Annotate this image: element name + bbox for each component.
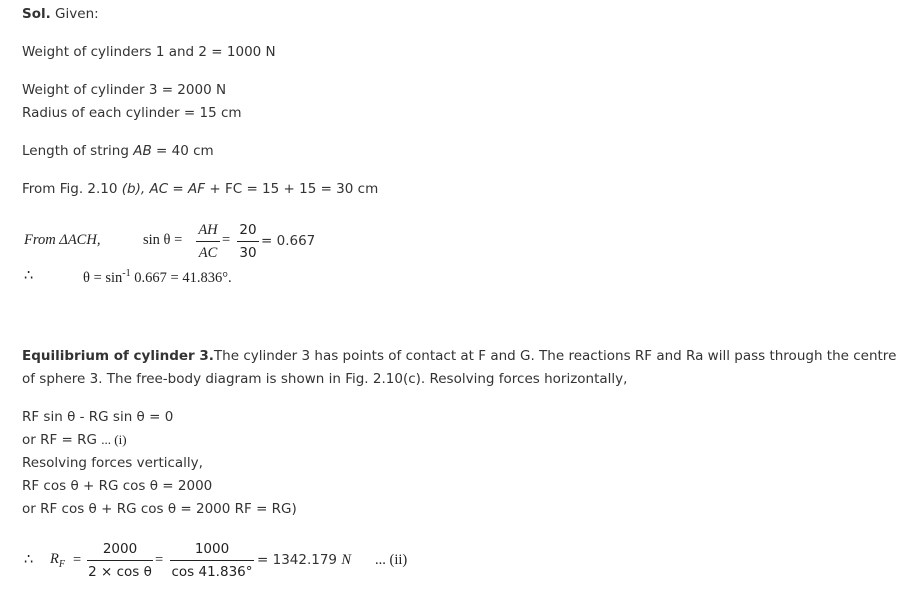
denominator-30: 30 (239, 245, 257, 261)
fraction-1000-cos (170, 539, 254, 582)
rf-equals-rg (22, 432, 127, 448)
therefore-symbol-2: ∴ (24, 552, 34, 568)
equals-sign: = (222, 232, 231, 248)
numerator-1000: 1000 (194, 541, 230, 557)
horizontal-force-equation: RF sin θ - RG sin θ = 0 (22, 409, 174, 425)
ac-fig-b: (b), AC (121, 181, 169, 197)
fraction-20-30 (237, 220, 259, 263)
denominator-2cos: 2 × cos θ (88, 564, 152, 580)
sol-label: Sol. (22, 6, 51, 22)
given-weight-cylinder-3: Weight of cylinder 3 = 2000 N (22, 82, 227, 98)
rf-equals: = (73, 552, 82, 568)
denominator-cos: cos 41.836° (171, 564, 253, 580)
rf-subscript: F (58, 558, 65, 570)
equation-tag-i: ... (i) (101, 432, 127, 447)
ac-result: + FC = 15 + 15 = 30 cm (205, 181, 379, 197)
given-string-length (22, 143, 214, 159)
string-length-prefix: Length of string (22, 143, 134, 159)
rf-unit: N (341, 552, 351, 568)
equilibrium-paragraph (22, 345, 912, 391)
numerator-20: 20 (239, 222, 257, 238)
theta-value (83, 268, 232, 287)
vertical-force-equation-2: or RF cos θ + RG cos θ = 2000 RF = RG) (22, 501, 297, 517)
vertical-force-equation: RF cos θ + RG cos θ = 2000 (22, 478, 213, 494)
rf-result (257, 552, 351, 569)
sine-result: = 0.667 (261, 233, 316, 249)
rf-lhs (50, 551, 65, 570)
equilibrium-heading: Equilibrium of cylinder 3. (22, 348, 214, 364)
string-ab-label: AB (133, 143, 152, 159)
fraction-bar (87, 560, 153, 561)
rf-rg-text: or RF = RG (22, 432, 102, 448)
given-weight-cylinders-1-2: Weight of cylinders 1 and 2 = 1000 N (22, 44, 276, 60)
therefore-symbol: ∴ (24, 268, 34, 284)
sol-given-text: Given: (50, 6, 99, 22)
from-triangle-label: From ΔACH, (24, 232, 101, 248)
fraction-ah-ac (196, 220, 220, 263)
equilibrium-body: The cylinder 3 has points of contact at F and G. The reactions RF and Ra will pass through the centre of sphere 3. The free-body diagram is shown in Fig. 2.10(c). Resolving forces horizontally, (22, 348, 897, 387)
theta-result: 0.667 = 41.836°. (130, 269, 232, 286)
inverse-superscript: -1 (122, 268, 131, 279)
solution-heading (22, 6, 99, 22)
resolving-vertically: Resolving forces vertically, (22, 455, 203, 471)
fraction-bar (170, 560, 254, 561)
ac-fig-ref: From Fig. 2.10 (22, 181, 122, 197)
equation-tag-ii (375, 552, 407, 569)
ac-derivation (22, 181, 378, 197)
theta-sin: θ = sin (83, 269, 123, 286)
denominator-ac: AC (198, 245, 218, 261)
fraction-2000-2cos (87, 539, 153, 582)
rf-result-value: = 1342.179 (257, 552, 342, 568)
numerator-2000: 2000 (102, 541, 138, 557)
equation-tag-ii-text: ... (ii) (375, 552, 408, 568)
given-radius: Radius of each cylinder = 15 cm (22, 105, 242, 121)
sine-lhs: sin θ = (143, 232, 183, 248)
rf-symbol: R (50, 551, 59, 567)
af-label: AF (188, 181, 206, 197)
fraction-bar (237, 241, 259, 242)
rf-equals-2: = (155, 552, 164, 568)
fraction-bar (196, 241, 220, 242)
string-length-value: = 40 cm (151, 143, 214, 159)
ac-eq: = (168, 181, 189, 197)
numerator-ah: AH (198, 222, 218, 238)
